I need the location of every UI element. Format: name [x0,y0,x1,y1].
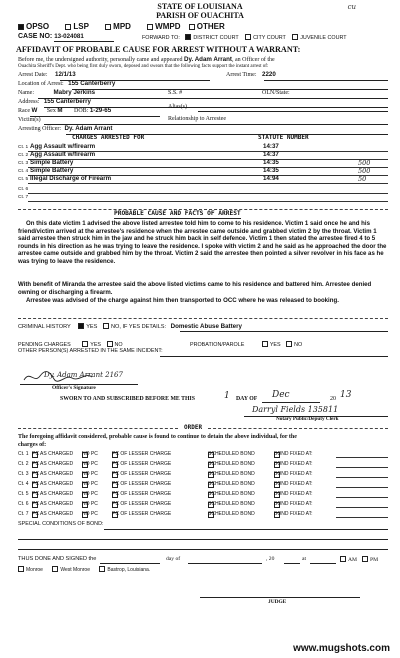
order-divider-right [208,428,388,429]
criminal-no-checkbox[interactable] [103,323,109,329]
charge-text: Simple Battery [30,167,74,174]
criminal-history-no[interactable]: NO, IF YES DETAILS: [103,324,166,330]
district-court-checkbox[interactable] [185,34,191,40]
footer-pm[interactable]: PM [362,556,378,563]
oln-label: OLN/State: [262,90,290,96]
footer-am[interactable]: AM [340,556,357,563]
forward-juvenile-court[interactable]: JUVENILE COURT [292,35,346,41]
juvenile-court-checkbox[interactable] [292,34,298,40]
order-row: Ct. 3 PC AS CHARGED NO PC PC OF LESSER CHARGE SCHEDULED BOND BOND FIXED AT: [18,472,388,480]
other-checkbox[interactable] [189,24,195,30]
charge-row: Ct. 6 [18,186,388,194]
bond-amount-field[interactable] [336,462,388,468]
narrative-blank-line [18,318,388,319]
arrestee-address: 155 Canterberry [43,98,91,105]
agency-opso[interactable]: OPSO [18,22,49,31]
affidavit-title: AFFIDAVIT OF PROBABLE CAUSE FOR ARREST WITHOUT A WARRANT: [16,45,301,54]
charge-row: Ct. 7 [18,194,388,202]
bond-amount-field[interactable] [336,472,388,478]
charge-row: Ct. 3 Simple Battery 14:35 500 [18,160,388,168]
city-monroe[interactable]: Monroe [18,567,43,573]
bond-amount-field[interactable] [336,502,388,508]
west-monroe-checkbox[interactable] [52,566,58,572]
charge-bond: 500 [358,159,371,167]
intro-officer-name: Dy. Adam Arrant [184,56,232,63]
statute-header: STATUTE NUMBER [258,134,309,141]
city-checkboxes [18,566,150,574]
charge-text: Agg Assault w/firearm [30,151,96,158]
pending-no[interactable]: NO [107,342,123,348]
pending-no-checkbox[interactable] [107,341,113,347]
month-underline [262,402,320,403]
officer-signature-label: Officer's Signature [52,385,96,391]
sworn-month: Dec [272,390,290,400]
special-conditions-line-1[interactable] [104,529,388,530]
sworn-year: 13 [340,390,352,400]
charge-statute: 14:37 [263,151,279,158]
probable-cause-paragraph-1: On this date victim 1 advised the above listed arrestee told him to come to his residence. Victim 1 said once he and his friend/victim arrived at the arrestee's residence when the arrestee came outside and grabbed victim 2 by the throat. Victim 1 said arrestee then struck him in the jaw and he struck him back in self defence. Victim 1 then stated the arrestee fired 4 to 5 rounds in his direction as he was trying to leave the residence. I spoke with victim 2 and he said as he approached the door the arrestee came outside and grabbed him by the throat. Victim 2 said the arrestee then pointed a silver revolver in his face as he was trying to leave the residence. [18,220,387,265]
forward-to-row: FORWARD TO: DISTRICT COURT CITY COURT JUVENILE COURT [142,35,347,41]
order-text-2: charges of: [18,442,47,448]
arrest-date-row: Arrest Date: 12/1/13 [18,71,76,78]
special-conditions-line-2[interactable] [18,539,388,540]
relationship-label: Relationship to Arrestee [168,116,226,122]
corner-handwritten-mark: cu [347,3,356,11]
intro-line-2: Ouachita Sheriff's Dept. who being first duly sworn, deposed and swears that the following facts support the instant arrest of: [18,64,269,69]
opso-checkbox[interactable] [18,24,24,30]
pending-yes-checkbox[interactable] [82,341,88,347]
footer-day-of: day of [166,556,181,562]
year-prefix: 20 [330,396,336,402]
order-divider-left [18,428,178,429]
am-checkbox[interactable] [340,556,346,562]
pending-charges-row: PENDING CHARGES YES NO [18,342,123,348]
probation-row: PROBATION/PAROLE YES NO [190,342,303,348]
agency-lsp[interactable]: LSP [65,22,89,31]
pending-yes[interactable]: YES [82,342,101,348]
other-persons-underline [160,356,388,357]
parish-heading: PARISH OF OUACHITA [156,11,244,20]
city-west-monroe[interactable]: West Monroe [52,567,90,573]
charge-row: Ct. 5 Illegal Discharge of Firearm 14:94 50 [18,176,388,184]
race-underline [30,116,160,117]
agency-mpd[interactable]: MPD [105,22,131,31]
probable-cause-heading: PROBABLE CAUSE AND FACTS OF ARREST [114,210,241,217]
race-value: W [31,107,38,114]
criminal-history-row: CRIMINAL HISTORY YES NO, IF YES DETAILS: Domestic Abuse Battery [18,323,242,330]
order-row: Ct. 4 PC AS CHARGED NO PC PC OF LESSER CHARGE SCHEDULED BOND BOND FIXED AT: [18,482,388,490]
charge-row: Ct. 2 Agg Assault w/firearm 14:37 [18,152,388,160]
case-number-row: CASE NO: 13-024081 [18,33,114,42]
charge-statute: 14:94 [263,175,279,182]
sworn-statement: SWORN TO AND SUBSCRIBED BEFORE ME THIS [60,396,195,402]
order-row: Ct. 1 PC AS CHARGED NO PC PC OF LESSER CHARGE SCHEDULED BOND BOND FIXED AT: [18,452,388,460]
wmpd-checkbox[interactable] [147,24,153,30]
charge-statute: 14:35 [263,167,279,174]
charge-row: Ct. 4 Simple Battery 14:35 500 [18,168,388,176]
bastrop-checkbox[interactable] [99,566,105,572]
judge-label: JUDGE [268,599,287,605]
footer-comma-20: , 20 [266,556,275,562]
lsp-checkbox[interactable] [65,24,71,30]
done-day-field[interactable] [100,563,160,564]
state-heading: STATE OF LOUISIANA [157,2,243,11]
dob-value: 1-29-65 [89,107,112,114]
alias-label: Alias(s) [168,104,187,110]
bond-amount-field[interactable] [336,482,388,488]
ss-label: S.S. # [168,90,183,96]
done-time-field[interactable] [310,563,336,564]
sworn-day: 1 [224,391,230,401]
day-of-label: DAY OF [236,396,258,402]
forward-city-court[interactable]: CITY COURT [245,35,286,41]
done-and-signed-label: THUS DONE AND SIGNED the [18,556,97,562]
location-underline [72,89,388,90]
probable-cause-paragraph-3: Arrestee was advised of the charge against him then transported to OCC where he was released to booking. [26,297,339,304]
special-conditions-label: SPECIAL CONDITIONS OF BOND: [18,521,104,527]
order-heading: ORDER [184,424,203,431]
city-bastrop[interactable]: Bastrop, Louisiana. [99,567,150,573]
order-text-1: The foregoing affidavit considered, probable cause is found to continue to detain the above individual, for the [18,434,297,440]
notary-signature: Darryl Fields 135811 [252,405,339,414]
probation-no-checkbox[interactable] [286,341,292,347]
race-sex-dob-row: Race W Sex M DOB: 1-29-65 [18,107,112,114]
charge-statute: 14:37 [263,143,279,150]
done-year-field[interactable] [284,563,300,564]
arrest-time-row: Arrest Time: 2220 [226,71,276,78]
order-row: Ct. 2 PC AS CHARGED NO PC PC OF LESSER CHARGE SCHEDULED BOND BOND FIXED AT: [18,462,388,470]
mpd-checkbox[interactable] [105,24,111,30]
charge-bond: 50 [358,175,367,183]
charge-text: Simple Battery [30,159,74,166]
case-number: 13-024081 [54,34,114,42]
bond-amount-field[interactable] [336,492,388,498]
footer-at: at [302,556,307,562]
address-row: Address: 155 Canterberry [18,98,91,105]
arrest-time: 2220 [262,71,276,78]
criminal-history-details: Domestic Abuse Battery [170,323,242,330]
order-row: Ct. 7 PC AS CHARGED NO PC PC OF LESSER CHARGE SCHEDULED BOND BOND FIXED AT: [18,512,388,520]
special-conditions-line-3[interactable] [18,549,388,550]
charge-row: Ct. 1 Agg Assault w/firearm 14:37 [18,144,388,152]
charges-header: CHARGES ARRESTED FOR [72,134,145,141]
done-month-field[interactable] [188,563,262,564]
victims-label: Victim(s) [18,117,41,123]
location-row: Location of Arrest: 155 Canterberry [18,80,116,87]
arresting-officer-row: Arresting Officer: Dy. Adam Arrant [18,125,113,132]
order-row: Ct. 6 PC AS CHARGED NO PC PC OF LESSER CHARGE SCHEDULED BOND BOND FIXED AT: [18,502,388,510]
criminal-yes-checkbox[interactable] [78,323,84,329]
probation-yes-checkbox[interactable] [262,341,268,347]
name-row: Name: Mabry Jerkins [18,89,96,96]
charge-statute: 14:35 [263,159,279,166]
monroe-checkbox[interactable] [18,566,24,572]
probation-no[interactable]: NO [286,342,302,348]
pm-checkbox[interactable] [362,556,368,562]
order-row: Ct. 5 PC AS CHARGED NO PC PC OF LESSER CHARGE SCHEDULED BOND BOND FIXED AT: [18,492,388,500]
city-court-checkbox[interactable] [245,34,251,40]
bond-amount-field[interactable] [336,452,388,458]
arrest-time-underline [264,80,388,81]
judge-signature-line[interactable] [200,597,360,598]
mugshots-watermark: www.mugshots.com [293,643,390,654]
intro-line-1: Before me, the undersigned authority, personally came and appeared Dy. Adam Arrant, an Officer of the [18,56,275,63]
probable-cause-paragraph-2: With benefit of Miranda the arrestee said the above listed victims came to his residence and battered him. Arrestee denied owning or discharging a firearm. [18,281,372,296]
arrestee-name: Mabry Jerkins [53,89,96,96]
agency-checkboxes [18,23,225,32]
bond-amount-field[interactable] [336,512,388,518]
charge-text: Illegal Discharge of Firearm [30,175,112,182]
arrest-date: 12/1/13 [55,71,76,78]
forward-district-court[interactable]: DISTRICT COURT [185,35,238,41]
other-persons-label: OTHER PERSON(S) ARRESTED IN THE SAME INCIDENT: [18,348,163,354]
charge-text: Agg Assault w/firearm [30,143,96,150]
probation-yes[interactable]: YES [262,342,281,348]
arresting-officer: Dy. Adam Arrant [64,125,113,132]
charge-bond: 500 [358,167,371,175]
agency-other[interactable]: OTHER [189,22,225,31]
agency-wmpd[interactable]: WMPD [147,22,180,31]
arrest-location: 155 Canterberry [68,80,116,87]
sex-value: M [57,107,63,114]
criminal-history-yes[interactable]: YES [78,324,97,330]
alias-underline [198,111,388,112]
officer-signature: Dy. Adam Arrant 2167 [44,371,123,379]
history-details-underline [180,331,388,332]
notary-label: Notary Public/Deputy Clerk [276,416,339,422]
